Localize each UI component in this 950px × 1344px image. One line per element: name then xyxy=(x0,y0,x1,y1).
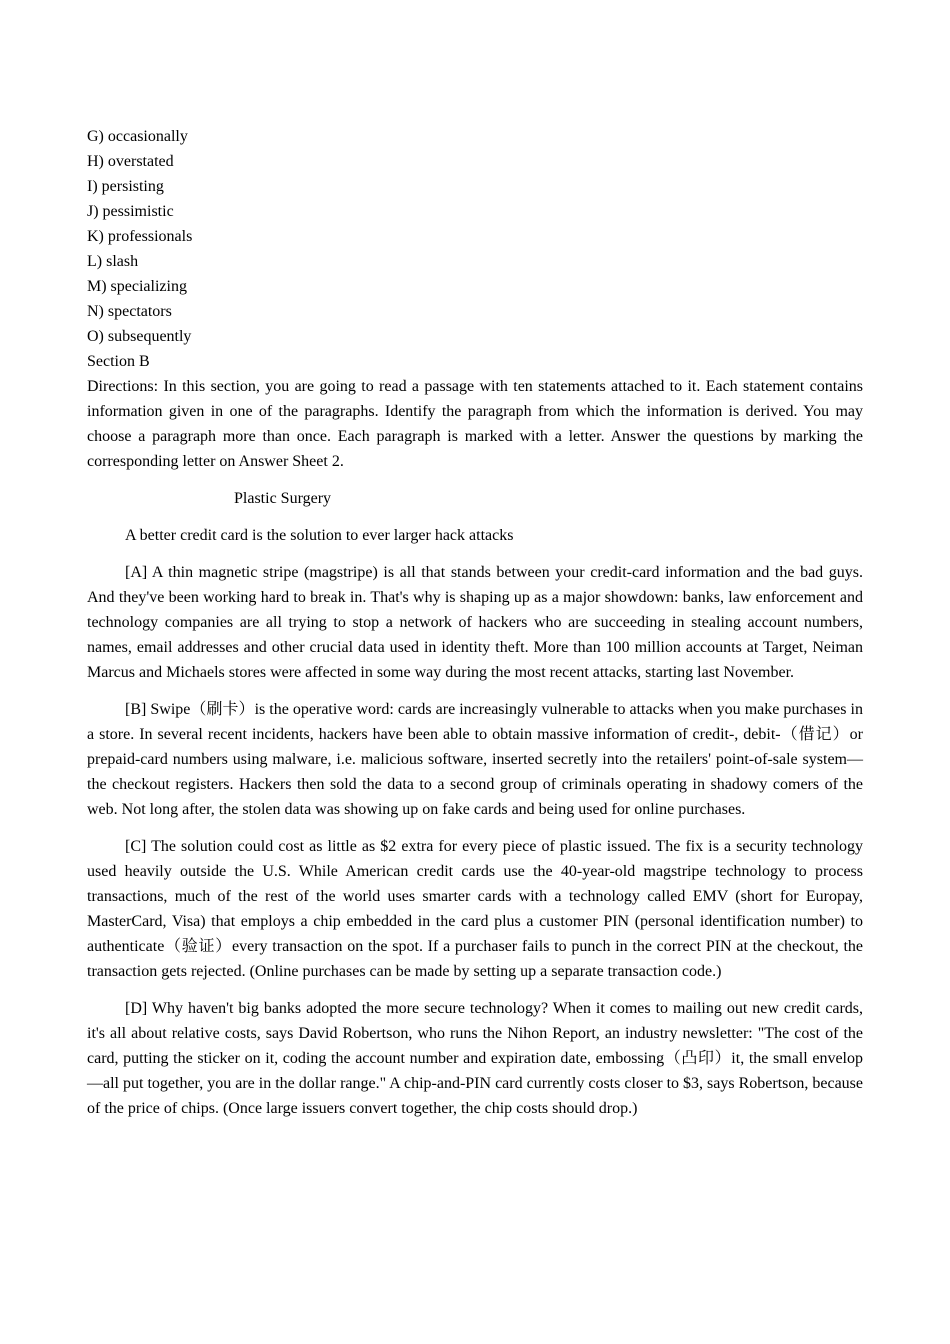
paragraph-c: [C] The solution could cost as little as $2 extra for every piece of plastic issued. The fix is a security technology used heavily outside the U.S. While American credit cards use the 40-year-old magstripe technology to process transactions, much of the rest of the world uses smarter cards with a technology called EMV (short for Europay, MasterCard, Visa) that employs a chip embedded in the card plus a customer PIN (personal identification number) to authenticate（验证）every transaction on the spot. If a purchaser fails to punch in the correct PIN at the checkout, the transaction gets rejected. (Online purchases can be made by setting up a separate transaction code.) xyxy=(87,838,863,980)
section-directions: Directions: In this section, you are going to read a passage with ten statements attached to it. Each statement contains information given in one of the paragraphs. Identify the paragraph from which the information is derived. You may choose a paragraph more than once. Each paragraph is marked with a letter. Answer the questions by marking the corresponding letter on Answer Sheet 2. xyxy=(87,378,863,470)
word-option-l: L) slash xyxy=(87,253,139,270)
word-option-k: K) professionals xyxy=(87,228,193,245)
passage-title: Plastic Surgery xyxy=(234,490,332,507)
word-option-g: G) occasionally xyxy=(87,128,188,145)
paragraph-b: [B] Swipe（刷卡）is the operative word: cards are increasingly vulnerable to attacks when you make purchases in a store. In several recent incidents, hackers have been able to obtain massive information of credit-, debit-（借记）or prepaid-card numbers using malware, i.e. malicious software, inserted secretly into the retailers' point-of-sale system—the checkout registers. Hackers then sold the data to a second group of criminals operating in shadowy comers of the web. Not long after, the stolen data was showing up on fake cards and being used for online purchases. xyxy=(87,701,863,818)
word-option-i: I) persisting xyxy=(87,178,164,195)
word-option-o: O) subsequently xyxy=(87,328,192,345)
word-option-j: J) pessimistic xyxy=(87,203,174,220)
passage-subtitle: A better credit card is the solution to ever larger hack attacks xyxy=(125,527,514,544)
paragraph-d: [D] Why haven't big banks adopted the more secure technology? When it comes to mailing out new credit cards, it's all about relative costs, says David Robertson, who runs the Nihon Report, an industry newsletter: "The cost of the card, putting the sticker on it, coding the account number and expiration date, embossing（凸印）it, the small envelop—all put together, you are in the dollar range." A chip-and-PIN card currently costs closer to $3, says Robertson, because of the price of chips. (Once large issuers convert together, the chip costs should drop.) xyxy=(87,1000,863,1117)
word-option-h: H) overstated xyxy=(87,153,174,170)
word-bank xyxy=(87,124,863,349)
paragraph-a: [A] A thin magnetic stripe (magstripe) is all that stands between your credit-card information and the bad guys. And they've been working hard to break in. That's why is shaping up as a major showdown: banks, law enforcement and technology companies are all trying to stop a network of hackers who are succeeding in stealing account numbers, names, email addresses and other crucial data used in identity theft. More than 100 million accounts at Target, Neiman Marcus and Michaels stores were affected in some way during the most recent attacks, starting last November. xyxy=(87,564,863,681)
word-option-n: N) spectators xyxy=(87,303,172,320)
section-heading: Section B xyxy=(87,353,150,370)
word-option-m: M) specializing xyxy=(87,278,187,295)
document-page xyxy=(87,124,863,1121)
